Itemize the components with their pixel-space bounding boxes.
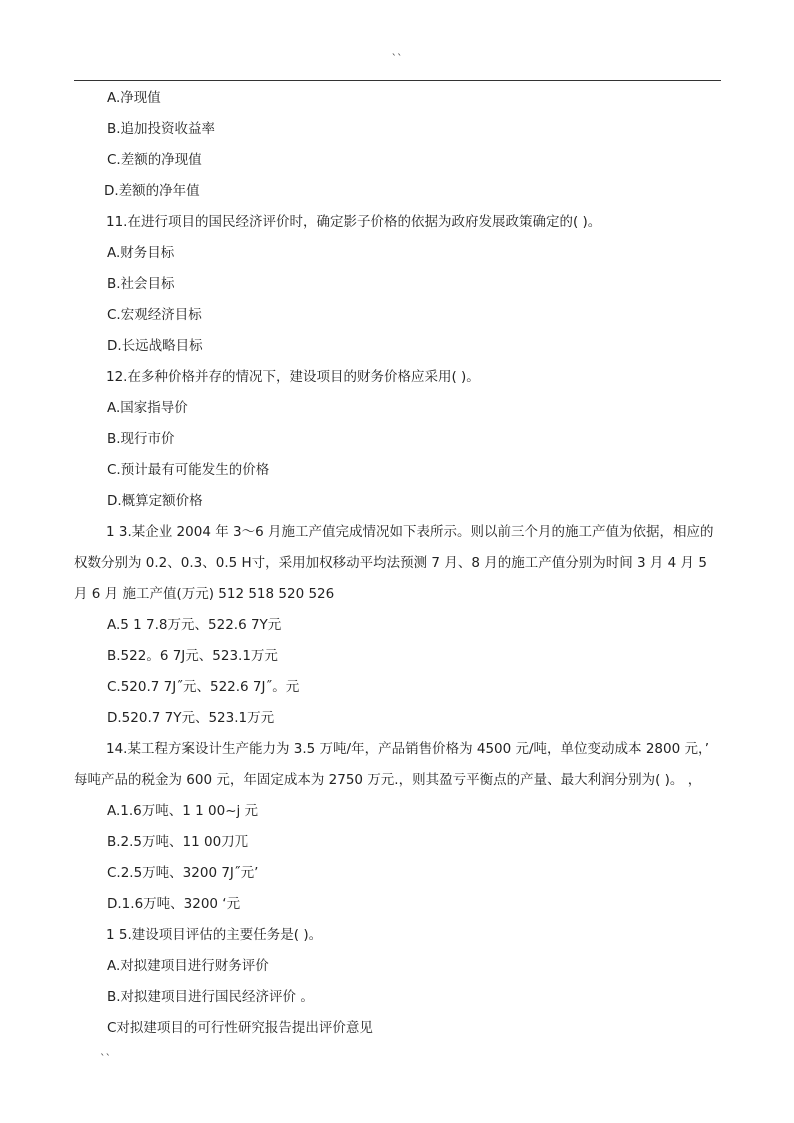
option-d-q11: D.长远战略目标 <box>107 338 203 354</box>
option-b-q11: B.社会目标 <box>107 276 175 292</box>
question-12: 12.在多种价格并存的情况下，建设项目的财务价格应采用( )。 <box>106 369 480 385</box>
option-a-q12: A.国家指导价 <box>107 400 188 416</box>
option-b-q10: B.追加投资收益率 <box>107 121 216 137</box>
option-a-q13: A.5 1 7.8万元、522.6 7Y元 <box>107 617 282 633</box>
option-a-q10: A.净现值 <box>107 90 161 106</box>
option-a-q14: A.1.6万吨、1 1 00~j 元 <box>107 803 259 819</box>
option-d-q14: D.1.6万吨、3200 ‘元 <box>107 896 241 912</box>
page-header-mark: `` <box>391 52 403 65</box>
option-a-q11: A.财务目标 <box>107 245 175 261</box>
option-a-q15: A.对拟建项目进行财务评价 <box>107 958 269 974</box>
option-c-q13: C.520.7 7J˝元、522.6 7J˝。元 <box>107 679 300 695</box>
question-11: 11.在进行项目的国民经济评价时，确定影子价格的依据为政府发展政策确定的( )。 <box>106 214 602 230</box>
option-d-q13: D.520.7 7Y元、523.1万元 <box>107 710 275 726</box>
option-c-q15: C对拟建项目的可行性研究报告提出评价意见 <box>107 1020 373 1036</box>
option-d-q12: D.概算定额价格 <box>107 493 203 509</box>
header-rule <box>74 80 721 81</box>
option-b-q14: B.2.5万吨、11 00刀兀 <box>107 834 249 850</box>
page-footer-mark: `` <box>100 1052 111 1065</box>
question-14-cont: 每吨产品的税金为 600 元，年固定成本为 2750 万元.，则其盈亏平衡点的产量、最大利润分别为( )。 ， <box>74 772 702 788</box>
option-c-q11: C.宏观经济目标 <box>107 307 202 323</box>
question-14: 14.某工程方案设计生产能力为 3.5 万吨/年，产品销售价格为 4500 元/吨，单位变动成本 2800 元，’ <box>106 741 710 757</box>
question-13-cont-1: 权数分别为 0.2、0.3、0.5 H寸，采用加权移动平均法预测 7 月、8 月的施工产值分别为时间 3 月 4 月 5 <box>74 555 707 571</box>
option-b-q15: B.对拟建项目进行国民经济评价 。 <box>107 989 314 1005</box>
question-15: 1 5.建设项目评估的主要任务是( )。 <box>106 927 323 943</box>
option-c-q10: C.差额的净现值 <box>107 152 202 168</box>
question-13: 1 3.某企业 2004 年 3～6 月施工产值完成情况如下表所示。则以前三个月的施工产值为依据，相应的 <box>106 524 714 540</box>
option-c-q12: C.预计最有可能发生的价格 <box>107 462 270 478</box>
option-d-q10: D.差额的净年值 <box>104 183 200 199</box>
option-b-q12: B.现行市价 <box>107 431 175 447</box>
option-c-q14: C.2.5万吨、3200 7J˝元’ <box>107 865 259 881</box>
option-b-q13: B.522。6 7J元、523.1万元 <box>107 648 278 664</box>
question-13-cont-2: 月 6 月 施工产值(万元) 512 518 520 526 <box>74 586 335 602</box>
